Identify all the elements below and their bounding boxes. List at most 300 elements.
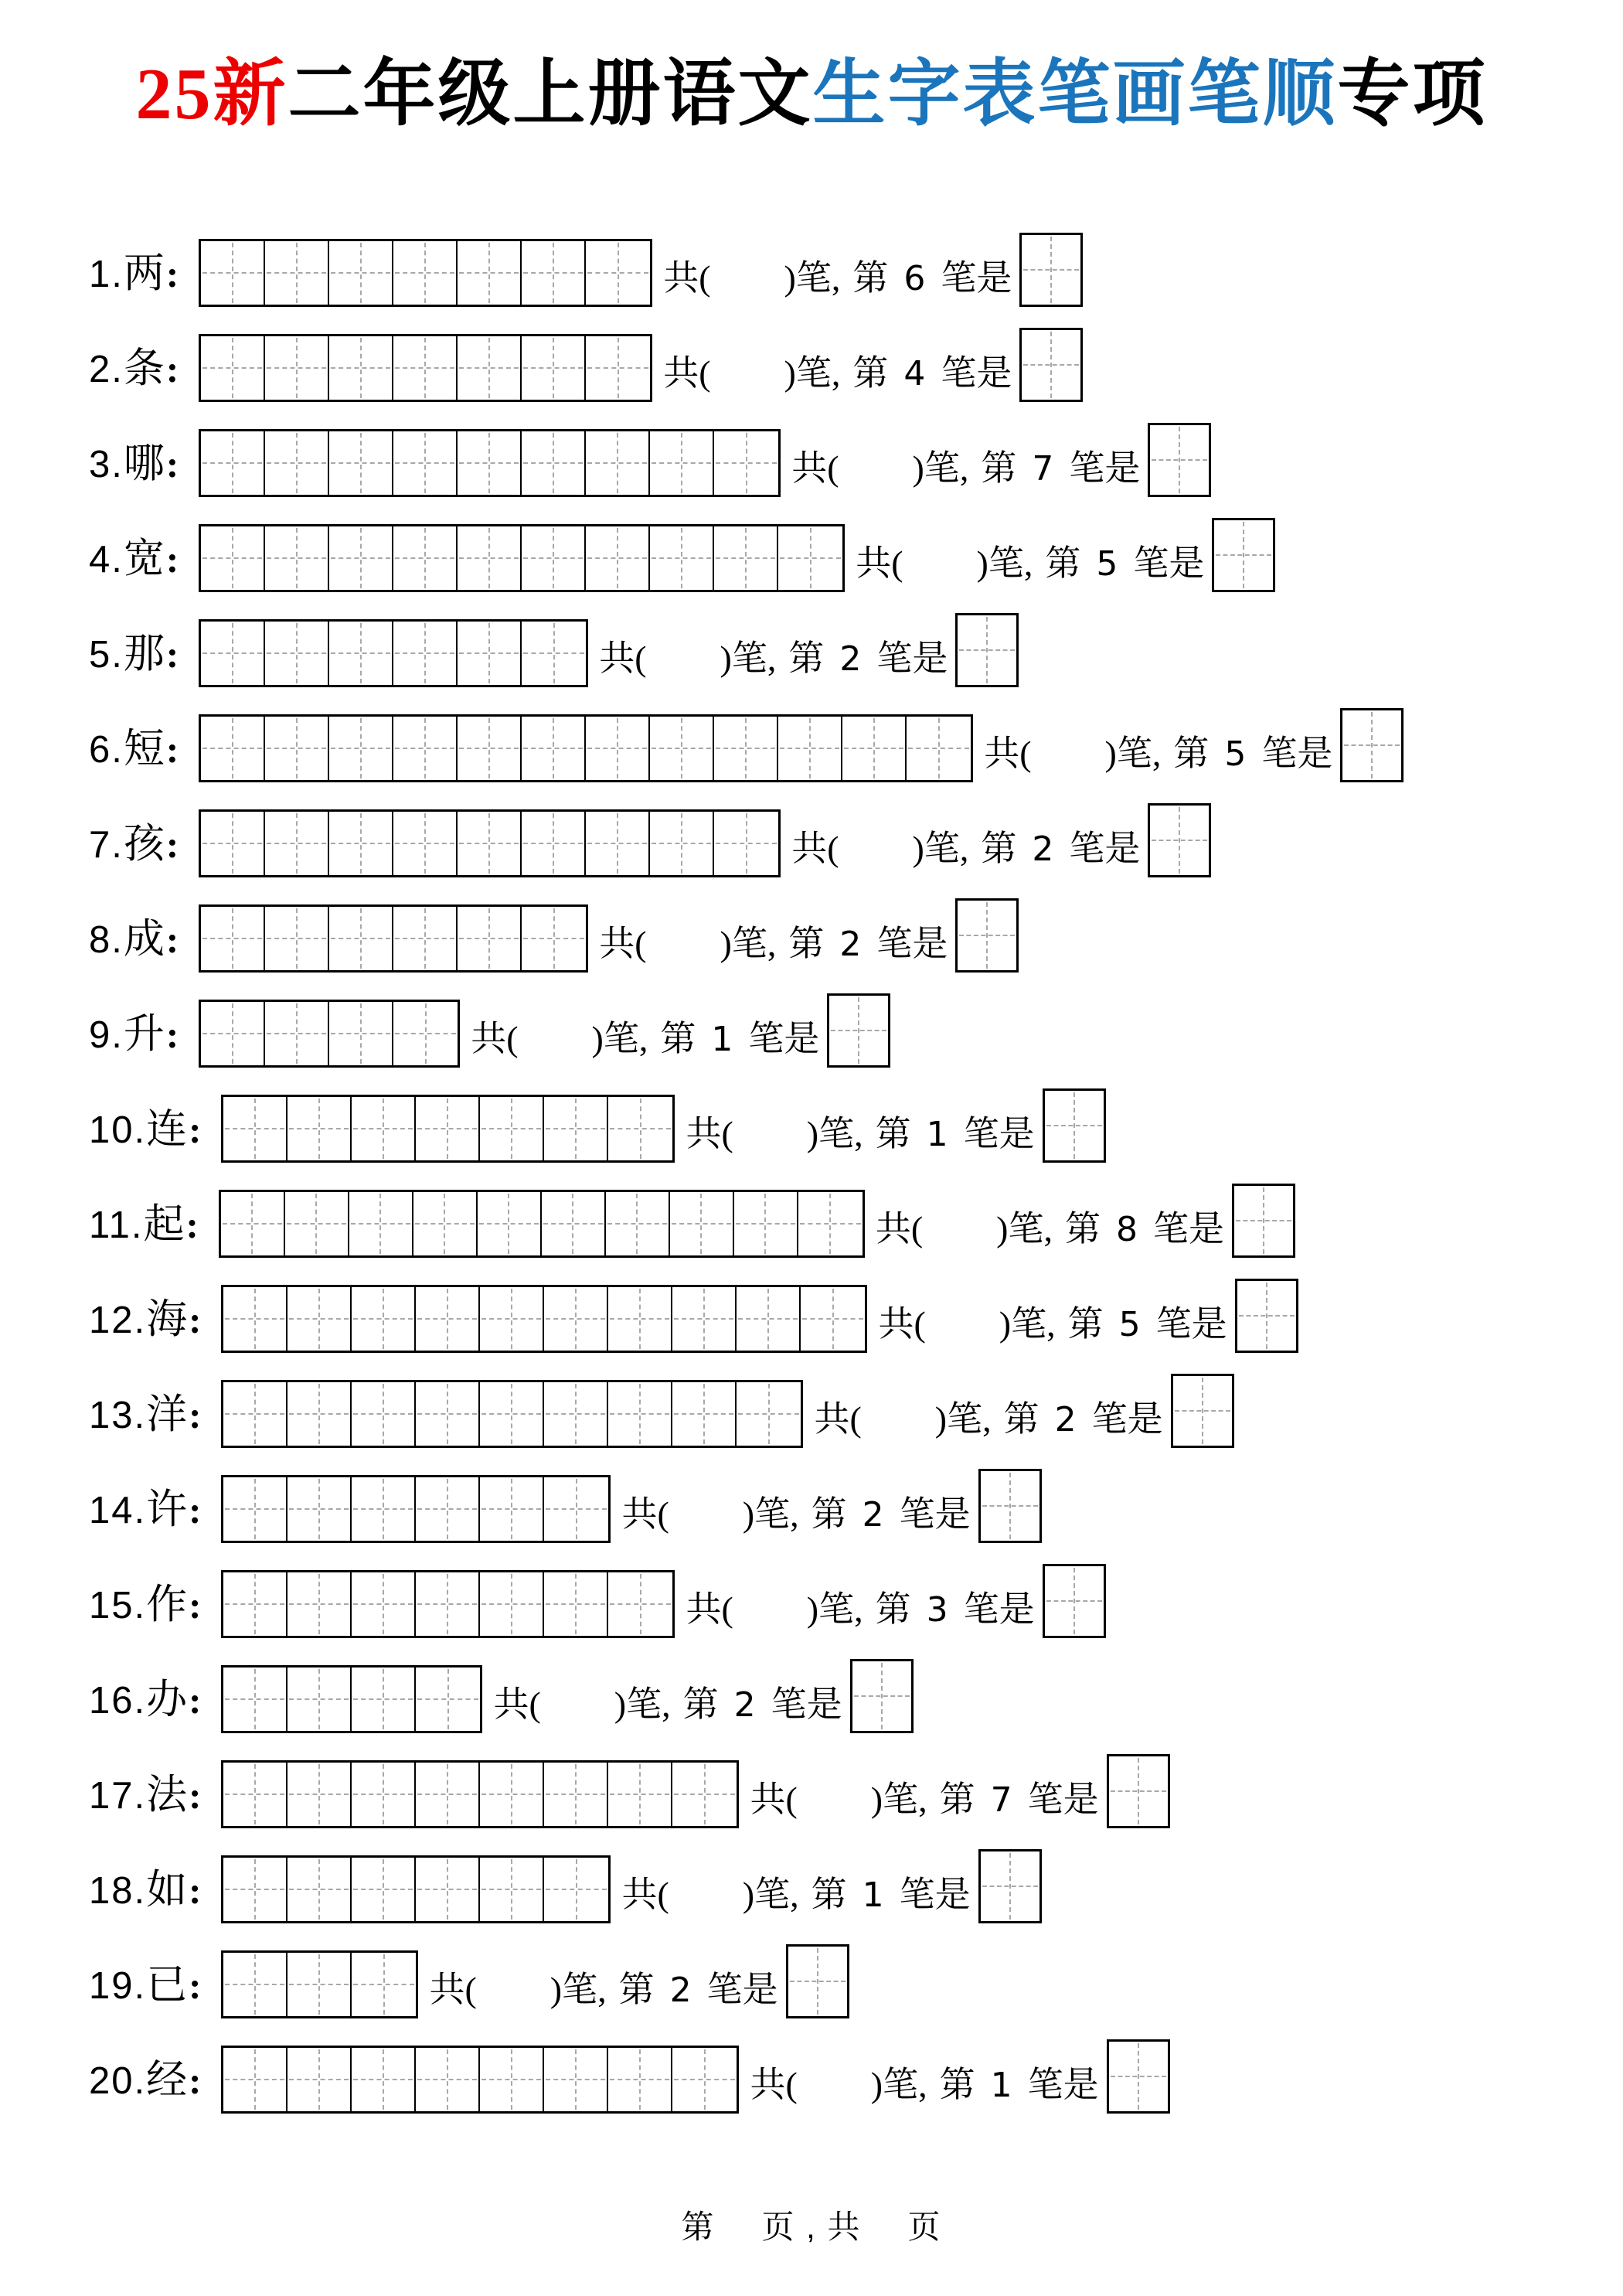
ordinal-prompt: 第 bbox=[1045, 543, 1081, 584]
row-label bbox=[89, 431, 180, 497]
practice-cell bbox=[586, 336, 650, 400]
total-strokes-prompt: 共( bbox=[686, 1589, 733, 1630]
practice-cell bbox=[393, 717, 458, 780]
practice-cell bbox=[416, 1097, 480, 1160]
practice-cell bbox=[544, 1572, 608, 1636]
stroke-ordinal-number: 1 bbox=[862, 1875, 884, 1916]
practice-cell bbox=[798, 1192, 863, 1255]
total-strokes-suffix: )笔, bbox=[1104, 734, 1162, 774]
total-strokes-suffix: )笔, bbox=[742, 1875, 799, 1915]
practice-cell bbox=[352, 1382, 416, 1446]
practice-cell bbox=[288, 1477, 352, 1541]
practice-cell bbox=[223, 1097, 288, 1160]
practice-cell bbox=[458, 812, 522, 875]
stroke-grid bbox=[221, 1570, 675, 1638]
answer-cell bbox=[955, 898, 1019, 973]
practice-cell bbox=[672, 1382, 737, 1446]
practice-cell bbox=[329, 1002, 393, 1065]
practice-cell bbox=[265, 241, 329, 305]
practice-cell bbox=[672, 1763, 737, 1826]
practice-cell bbox=[393, 241, 458, 305]
row-label bbox=[89, 811, 180, 877]
ordinal-suffix: 笔是 bbox=[1133, 543, 1205, 584]
practice-cell bbox=[650, 526, 714, 590]
practice-cell bbox=[522, 241, 586, 305]
practice-cell bbox=[393, 431, 458, 495]
row-colon: : bbox=[165, 538, 181, 581]
practice-cell bbox=[288, 1572, 352, 1636]
practice-cell bbox=[522, 907, 586, 970]
stroke-grid bbox=[221, 1475, 611, 1543]
practice-cell bbox=[329, 812, 393, 875]
practice-cell bbox=[416, 1572, 480, 1636]
row-character: 连 bbox=[146, 1107, 189, 1153]
ordinal-suffix: 笔是 bbox=[748, 1019, 820, 1059]
practice-cell bbox=[288, 1097, 352, 1160]
ordinal-suffix: 笔是 bbox=[963, 1114, 1035, 1154]
total-strokes-prompt: 共( bbox=[471, 1019, 519, 1059]
ordinal-suffix: 笔是 bbox=[1152, 1209, 1224, 1249]
answer-cell bbox=[1340, 708, 1404, 782]
answer-cell bbox=[827, 993, 890, 1068]
worksheet-row bbox=[89, 1374, 1623, 1448]
stroke-grid bbox=[199, 239, 652, 307]
stroke-ordinal-number: 7 bbox=[1032, 449, 1054, 489]
row-label bbox=[89, 240, 180, 307]
row-label bbox=[89, 1667, 202, 1733]
worksheet-row bbox=[89, 518, 1623, 592]
row-colon: : bbox=[165, 728, 181, 772]
ordinal-prompt: 第 bbox=[788, 924, 825, 964]
practice-cell bbox=[393, 336, 458, 400]
total-strokes-suffix: )笔, bbox=[806, 1589, 863, 1630]
practice-cell bbox=[416, 1477, 480, 1541]
row-number: 7. bbox=[89, 824, 124, 867]
stroke-ordinal-number: 2 bbox=[1054, 1400, 1077, 1440]
practice-cell bbox=[329, 622, 393, 685]
practice-cell bbox=[393, 907, 458, 970]
row-number: 10. bbox=[89, 1109, 147, 1152]
row-colon: : bbox=[189, 1109, 203, 1152]
ordinal-suffix: 笔是 bbox=[899, 1875, 971, 1915]
stroke-grid bbox=[199, 904, 588, 973]
row-colon: : bbox=[189, 2059, 203, 2103]
footer-di: 第 bbox=[681, 2209, 716, 2245]
practice-cell bbox=[586, 526, 650, 590]
ordinal-suffix: 笔是 bbox=[941, 258, 1012, 298]
practice-cell bbox=[608, 1572, 672, 1636]
answer-cell bbox=[1148, 803, 1211, 877]
row-colon: : bbox=[185, 1204, 200, 1247]
practice-cell bbox=[265, 336, 329, 400]
practice-cell bbox=[393, 526, 458, 590]
row-number: 6. bbox=[89, 729, 124, 772]
row-label bbox=[89, 2047, 202, 2114]
practice-cell bbox=[522, 812, 586, 875]
row-label bbox=[89, 1286, 202, 1353]
worksheet-row bbox=[89, 1754, 1623, 1828]
stroke-ordinal-number: 1 bbox=[926, 1115, 948, 1155]
practice-cell bbox=[416, 1382, 480, 1446]
row-number: 20. bbox=[89, 2060, 147, 2103]
row-number: 17. bbox=[89, 1775, 147, 1817]
practice-cell bbox=[458, 907, 522, 970]
practice-cell bbox=[522, 431, 586, 495]
practice-cell bbox=[480, 1382, 544, 1446]
ordinal-suffix: 笔是 bbox=[1091, 1399, 1163, 1439]
practice-cell bbox=[544, 1382, 608, 1446]
row-character: 升 bbox=[123, 1012, 166, 1058]
total-strokes-prompt: 共( bbox=[856, 543, 903, 584]
practice-cell bbox=[542, 1192, 606, 1255]
practice-cell bbox=[480, 1858, 544, 1921]
row-label bbox=[89, 1572, 202, 1638]
worksheet-row bbox=[89, 708, 1623, 782]
row-colon: : bbox=[189, 1299, 203, 1342]
practice-cell bbox=[672, 1287, 737, 1351]
practice-cell bbox=[288, 1953, 352, 2016]
ordinal-suffix: 笔是 bbox=[1027, 2065, 1099, 2105]
stroke-ordinal-number: 2 bbox=[669, 1971, 692, 2011]
practice-cell bbox=[586, 812, 650, 875]
ordinal-suffix: 笔是 bbox=[1027, 1780, 1099, 1820]
row-colon: : bbox=[165, 253, 181, 296]
row-number: 4. bbox=[89, 539, 124, 581]
total-strokes-suffix: )笔, bbox=[912, 448, 969, 489]
row-colon: : bbox=[189, 1679, 203, 1722]
row-label bbox=[89, 1001, 180, 1068]
stroke-grid bbox=[219, 1190, 865, 1258]
ordinal-prompt: 第 bbox=[981, 448, 1017, 489]
stroke-grid bbox=[221, 1285, 867, 1353]
row-colon: : bbox=[165, 348, 181, 391]
worksheet-row bbox=[89, 898, 1623, 973]
answer-cell bbox=[1148, 423, 1211, 497]
stroke-ordinal-number: 2 bbox=[839, 639, 862, 680]
answer-cell bbox=[1212, 518, 1275, 592]
practice-cell bbox=[223, 1382, 288, 1446]
practice-cell bbox=[544, 1287, 608, 1351]
row-colon: : bbox=[189, 1584, 203, 1627]
stroke-ordinal-number: 1 bbox=[990, 2066, 1012, 2106]
practice-cell bbox=[288, 1287, 352, 1351]
row-character: 成 bbox=[123, 917, 166, 962]
ordinal-suffix: 笔是 bbox=[1155, 1304, 1227, 1344]
stroke-grid bbox=[199, 334, 652, 402]
row-character: 已 bbox=[146, 1963, 189, 2008]
practice-cell bbox=[349, 1192, 413, 1255]
row-number: 18. bbox=[89, 1870, 147, 1913]
total-strokes-suffix: )笔, bbox=[720, 639, 777, 679]
row-label bbox=[89, 1477, 202, 1543]
row-label bbox=[89, 1096, 202, 1163]
total-strokes-prompt: 共( bbox=[750, 2065, 798, 2105]
row-label bbox=[89, 1381, 202, 1448]
answer-cell bbox=[1043, 1564, 1106, 1638]
worksheet-row bbox=[89, 1944, 1623, 2018]
practice-cell bbox=[522, 526, 586, 590]
practice-cell bbox=[223, 1763, 288, 1826]
stroke-grid bbox=[199, 429, 781, 497]
stroke-ordinal-number: 8 bbox=[1115, 1210, 1138, 1250]
practice-cell bbox=[714, 812, 778, 875]
practice-cell bbox=[201, 717, 265, 780]
practice-cell bbox=[352, 1667, 416, 1731]
answer-cell bbox=[1107, 1754, 1170, 1828]
stroke-ordinal-number: 5 bbox=[1096, 544, 1118, 584]
ordinal-prompt: 第 bbox=[1064, 1209, 1101, 1249]
answer-cell bbox=[1019, 233, 1083, 307]
practice-cell bbox=[544, 2048, 608, 2111]
answer-cell bbox=[978, 1849, 1042, 1923]
practice-cell bbox=[329, 241, 393, 305]
footer-ye: 页 bbox=[907, 2209, 942, 2245]
practice-cell bbox=[265, 431, 329, 495]
total-strokes-prompt: 共( bbox=[599, 924, 647, 964]
footer-ye-gong: 页 , 共 bbox=[761, 2209, 862, 2245]
row-number: 13. bbox=[89, 1395, 147, 1437]
total-strokes-prompt: 共( bbox=[875, 1209, 924, 1249]
practice-cell bbox=[352, 1097, 416, 1160]
practice-cell bbox=[416, 1287, 480, 1351]
practice-cell bbox=[223, 1858, 288, 1921]
practice-cell bbox=[201, 812, 265, 875]
practice-cell bbox=[458, 241, 522, 305]
stroke-ordinal-number: 6 bbox=[903, 259, 926, 299]
row-number: 1. bbox=[89, 254, 124, 296]
answer-cell bbox=[850, 1659, 914, 1733]
answer-cell bbox=[1019, 328, 1083, 402]
practice-cell bbox=[650, 717, 714, 780]
ordinal-prompt: 第 bbox=[618, 1970, 655, 2010]
row-label bbox=[89, 1191, 200, 1258]
row-character: 孩 bbox=[123, 822, 166, 867]
practice-cell bbox=[458, 336, 522, 400]
ordinal-suffix: 笔是 bbox=[1261, 734, 1333, 774]
worksheet-row bbox=[89, 328, 1623, 402]
practice-cell bbox=[458, 526, 522, 590]
practice-cell bbox=[416, 1763, 480, 1826]
stroke-ordinal-number: 5 bbox=[1224, 734, 1247, 775]
practice-cell bbox=[544, 1763, 608, 1826]
practice-cell bbox=[416, 1858, 480, 1921]
title-segment: 专项 bbox=[1337, 54, 1488, 135]
ordinal-suffix: 笔是 bbox=[941, 353, 1012, 393]
practice-cell bbox=[778, 526, 842, 590]
worksheet-row bbox=[89, 423, 1623, 497]
row-character: 办 bbox=[146, 1678, 189, 1723]
stroke-grid bbox=[221, 1760, 739, 1828]
answer-cell bbox=[955, 613, 1019, 687]
worksheet-row bbox=[89, 1849, 1623, 1923]
row-number: 9. bbox=[89, 1014, 124, 1057]
row-character: 起 bbox=[143, 1202, 186, 1248]
title-segment: 25新 bbox=[135, 54, 288, 135]
practice-cell bbox=[201, 622, 265, 685]
practice-cell bbox=[478, 1192, 542, 1255]
row-character: 如 bbox=[146, 1868, 189, 1913]
practice-cell bbox=[734, 1192, 798, 1255]
practice-cell bbox=[714, 717, 778, 780]
ordinal-prompt: 第 bbox=[939, 1780, 975, 1820]
ordinal-prompt: 第 bbox=[682, 1685, 719, 1725]
stroke-grid bbox=[199, 524, 845, 592]
practice-cell bbox=[285, 1192, 349, 1255]
total-strokes-suffix: )笔, bbox=[614, 1685, 671, 1725]
total-strokes-suffix: )笔, bbox=[996, 1209, 1053, 1249]
ordinal-prompt: 第 bbox=[788, 639, 825, 679]
practice-cell bbox=[352, 1477, 416, 1541]
ordinal-suffix: 笔是 bbox=[876, 639, 948, 679]
stroke-grid bbox=[199, 619, 588, 687]
row-colon: : bbox=[189, 1774, 203, 1817]
row-colon: : bbox=[189, 1394, 203, 1437]
ordinal-suffix: 笔是 bbox=[876, 924, 948, 964]
total-strokes-suffix: )笔, bbox=[999, 1304, 1056, 1344]
practice-cell bbox=[458, 622, 522, 685]
practice-cell bbox=[842, 717, 907, 780]
row-label bbox=[89, 1762, 202, 1828]
practice-cell bbox=[458, 717, 522, 780]
worksheet-row bbox=[89, 1184, 1623, 1258]
ordinal-suffix: 笔是 bbox=[899, 1494, 971, 1535]
row-character: 许 bbox=[146, 1487, 189, 1533]
ordinal-suffix: 笔是 bbox=[771, 1685, 842, 1725]
row-character: 海 bbox=[146, 1297, 189, 1343]
total-strokes-prompt: 共( bbox=[686, 1114, 733, 1154]
total-strokes-prompt: 共( bbox=[791, 829, 839, 869]
total-strokes-suffix: )笔, bbox=[550, 1970, 607, 2010]
row-character: 洋 bbox=[146, 1392, 189, 1438]
row-colon: : bbox=[165, 1013, 181, 1057]
stroke-ordinal-number: 2 bbox=[862, 1495, 884, 1535]
practice-cell bbox=[650, 431, 714, 495]
total-strokes-prompt: 共( bbox=[750, 1780, 798, 1820]
answer-cell bbox=[786, 1944, 849, 2018]
practice-cell bbox=[201, 526, 265, 590]
row-number: 12. bbox=[89, 1300, 147, 1342]
practice-cell bbox=[329, 526, 393, 590]
practice-cell bbox=[480, 1763, 544, 1826]
worksheet-row bbox=[89, 233, 1623, 307]
worksheet-row bbox=[89, 993, 1623, 1068]
row-label bbox=[89, 621, 180, 687]
stroke-ordinal-number: 2 bbox=[839, 925, 862, 965]
row-colon: : bbox=[189, 1489, 203, 1532]
stroke-grid bbox=[199, 809, 781, 877]
row-number: 14. bbox=[89, 1490, 147, 1532]
practice-cell bbox=[480, 1097, 544, 1160]
row-number: 11. bbox=[89, 1204, 144, 1247]
practice-cell bbox=[608, 1763, 672, 1826]
title-segment: 二年级上册语文 bbox=[288, 54, 813, 135]
practice-cell bbox=[608, 1097, 672, 1160]
practice-cell bbox=[288, 1667, 352, 1731]
row-colon: : bbox=[189, 1869, 203, 1913]
stroke-ordinal-number: 7 bbox=[990, 1780, 1012, 1821]
practice-cell bbox=[393, 1002, 458, 1065]
total-strokes-prompt: 共( bbox=[663, 353, 711, 393]
ordinal-prompt: 第 bbox=[852, 258, 889, 298]
row-character: 条 bbox=[123, 346, 166, 392]
practice-cell bbox=[650, 812, 714, 875]
worksheet-row bbox=[89, 803, 1623, 877]
practice-cell bbox=[586, 241, 650, 305]
practice-cell bbox=[352, 1572, 416, 1636]
row-label bbox=[89, 906, 180, 973]
worksheet-row bbox=[89, 2039, 1623, 2114]
practice-cell bbox=[221, 1192, 285, 1255]
total-strokes-suffix: )笔, bbox=[591, 1019, 648, 1059]
ordinal-suffix: 笔是 bbox=[1069, 448, 1141, 489]
total-strokes-suffix: )笔, bbox=[934, 1399, 992, 1439]
answer-cell bbox=[1171, 1374, 1234, 1448]
row-label bbox=[89, 1857, 202, 1923]
stroke-ordinal-number: 5 bbox=[1118, 1305, 1141, 1345]
practice-cell bbox=[544, 1477, 608, 1541]
total-strokes-suffix: )笔, bbox=[870, 2065, 927, 2105]
practice-cell bbox=[737, 1382, 801, 1446]
total-strokes-suffix: )笔, bbox=[870, 1780, 927, 1820]
ordinal-prompt: 第 bbox=[1173, 734, 1210, 774]
stroke-ordinal-number: 2 bbox=[1032, 829, 1054, 870]
practice-cell bbox=[352, 1858, 416, 1921]
practice-cell bbox=[586, 717, 650, 780]
worksheet-row bbox=[89, 1279, 1623, 1353]
total-strokes-prompt: 共( bbox=[878, 1304, 926, 1344]
practice-cell bbox=[480, 1477, 544, 1541]
practice-cell bbox=[393, 812, 458, 875]
practice-cell bbox=[265, 1002, 329, 1065]
practice-cell bbox=[223, 1953, 288, 2016]
practice-cell bbox=[329, 336, 393, 400]
total-strokes-suffix: )笔, bbox=[806, 1114, 863, 1154]
row-label bbox=[89, 1952, 202, 2018]
total-strokes-prompt: 共( bbox=[791, 448, 839, 489]
stroke-ordinal-number: 2 bbox=[733, 1685, 756, 1725]
ordinal-suffix: 笔是 bbox=[1069, 829, 1141, 869]
practice-cell bbox=[522, 717, 586, 780]
ordinal-prompt: 第 bbox=[660, 1019, 696, 1059]
answer-cell bbox=[1235, 1279, 1298, 1353]
practice-cell bbox=[288, 1858, 352, 1921]
ordinal-prompt: 第 bbox=[852, 353, 889, 393]
answer-cell bbox=[1107, 2039, 1170, 2114]
page-footer bbox=[0, 2202, 1623, 2248]
total-strokes-prompt: 共( bbox=[814, 1399, 862, 1439]
row-number: 15. bbox=[89, 1585, 147, 1627]
row-character: 经 bbox=[146, 2058, 189, 2104]
ordinal-prompt: 第 bbox=[811, 1875, 847, 1915]
practice-cell bbox=[714, 431, 778, 495]
ordinal-prompt: 第 bbox=[939, 2065, 975, 2105]
row-number: 2. bbox=[89, 349, 124, 391]
practice-cell bbox=[544, 1097, 608, 1160]
stroke-grid bbox=[221, 1855, 611, 1923]
worksheet-row bbox=[89, 1564, 1623, 1638]
row-colon: : bbox=[165, 443, 181, 486]
practice-cell bbox=[329, 717, 393, 780]
practice-cell bbox=[265, 717, 329, 780]
total-strokes-suffix: )笔, bbox=[912, 829, 969, 869]
practice-cell bbox=[737, 1287, 801, 1351]
practice-cell bbox=[201, 241, 265, 305]
stroke-grid bbox=[221, 1380, 803, 1448]
practice-cell bbox=[265, 907, 329, 970]
total-strokes-prompt: 共( bbox=[663, 258, 711, 298]
practice-cell bbox=[522, 336, 586, 400]
ordinal-suffix: 笔是 bbox=[963, 1589, 1035, 1630]
